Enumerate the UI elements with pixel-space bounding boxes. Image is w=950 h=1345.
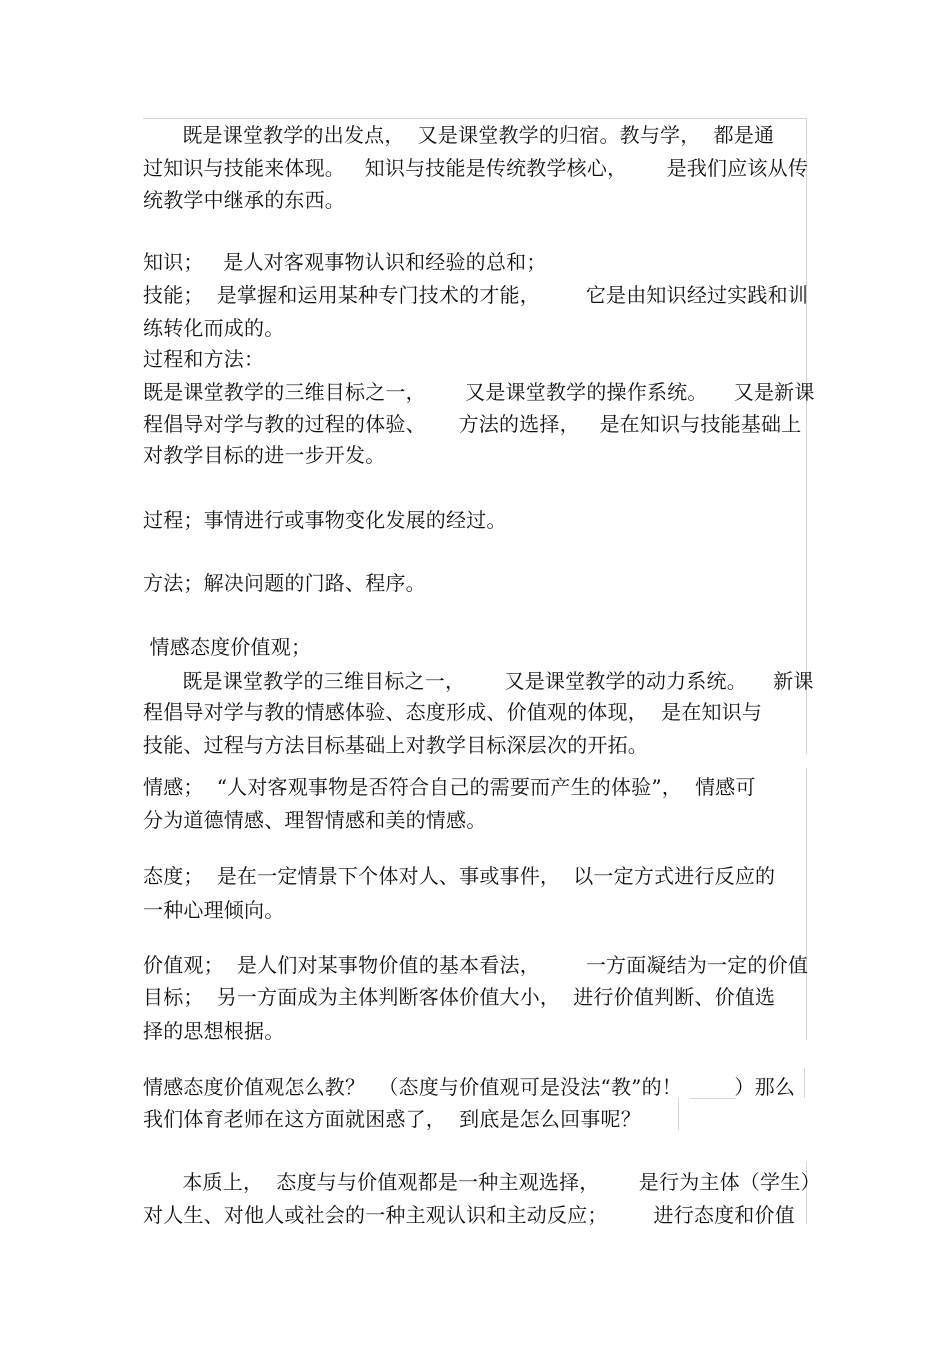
border-line (806, 768, 807, 1040)
border-line (804, 1068, 805, 1098)
text-line: 过程；事情进行或事物变化发展的经过。 (143, 508, 507, 532)
border-line (143, 118, 806, 119)
border-line (806, 118, 807, 754)
border-line (678, 1098, 679, 1130)
text-line: 既是课堂教学的三维目标之一， 又是课堂教学的动力系统。 新课 (143, 669, 814, 693)
text-line: 态度； 是在一定情景下个体对人、事或事件， 以一定方式进行反应的 (143, 864, 776, 888)
text-line: 情感态度价值观； (143, 635, 312, 659)
text-line: 对人生、对他人或社会的一种主观认识和主动反应； 进行态度和价值 (143, 1203, 795, 1227)
text-line: 价值观； 是人们对某事物价值的基本看法， 一方面凝结为一定的价值 (143, 953, 809, 977)
text-line: 对教学目标的进一步开发。 (143, 443, 386, 467)
text-line: 既是课堂教学的出发点， 又是课堂教学的归宿。教与学， 都是通 (143, 123, 775, 147)
text-line: 技能； 是掌握和运用某种专门技术的才能， 它是由知识经过实践和训 (143, 283, 809, 307)
text-line: 本质上， 态度与与价值观都是一种主观选择， 是行为主体（学生） (143, 1170, 821, 1194)
text-line: 程倡导对学与教的情感体验、态度形成、价值观的体现， 是在知识与 (143, 700, 763, 724)
text-line: 技能、过程与方法目标基础上对教学目标深层次的开拓。 (143, 733, 648, 757)
text-line: 过知识与技能来体现。 知识与技能是传统教学核心， 是我们应该从传 (143, 156, 809, 180)
text-line: 情感； “人对客观事物是否符合自己的需要而产生的体验”， 情感可 (143, 775, 756, 799)
text-line: 程倡导对学与教的过程的体验、 方法的选择， 是在知识与技能基础上 (143, 412, 802, 436)
text-line: 知识； 是人对客观事物认识和经验的总和； (143, 250, 547, 274)
text-line: 过程和方法： (143, 347, 265, 371)
text-line: 目标； 另一方面成为主体判断客体价值大小， 进行价值判断、价值选 (143, 985, 776, 1009)
text-line: 情感态度价值观怎么教？ （态度与价值观可是没法“教”的！ ）那么 (143, 1075, 796, 1099)
text-line: 择的思想根据。 (143, 1019, 285, 1043)
text-line: 我们体育老师在这方面就困惑了， 到底是怎么回事呢？ (143, 1107, 641, 1131)
text-line: 统教学中继承的东西。 (143, 188, 345, 212)
text-line: 练转化而成的。 (143, 316, 285, 340)
text-line: 既是课堂教学的三维目标之一， 又是课堂教学的操作系统。 又是新课 (143, 380, 815, 404)
text-line: 一种心理倾向。 (143, 898, 285, 922)
text-line: 方法；解决问题的门路、程序。 (143, 571, 426, 595)
text-line: 分为道德情感、理智情感和美的情感。 (143, 808, 487, 832)
